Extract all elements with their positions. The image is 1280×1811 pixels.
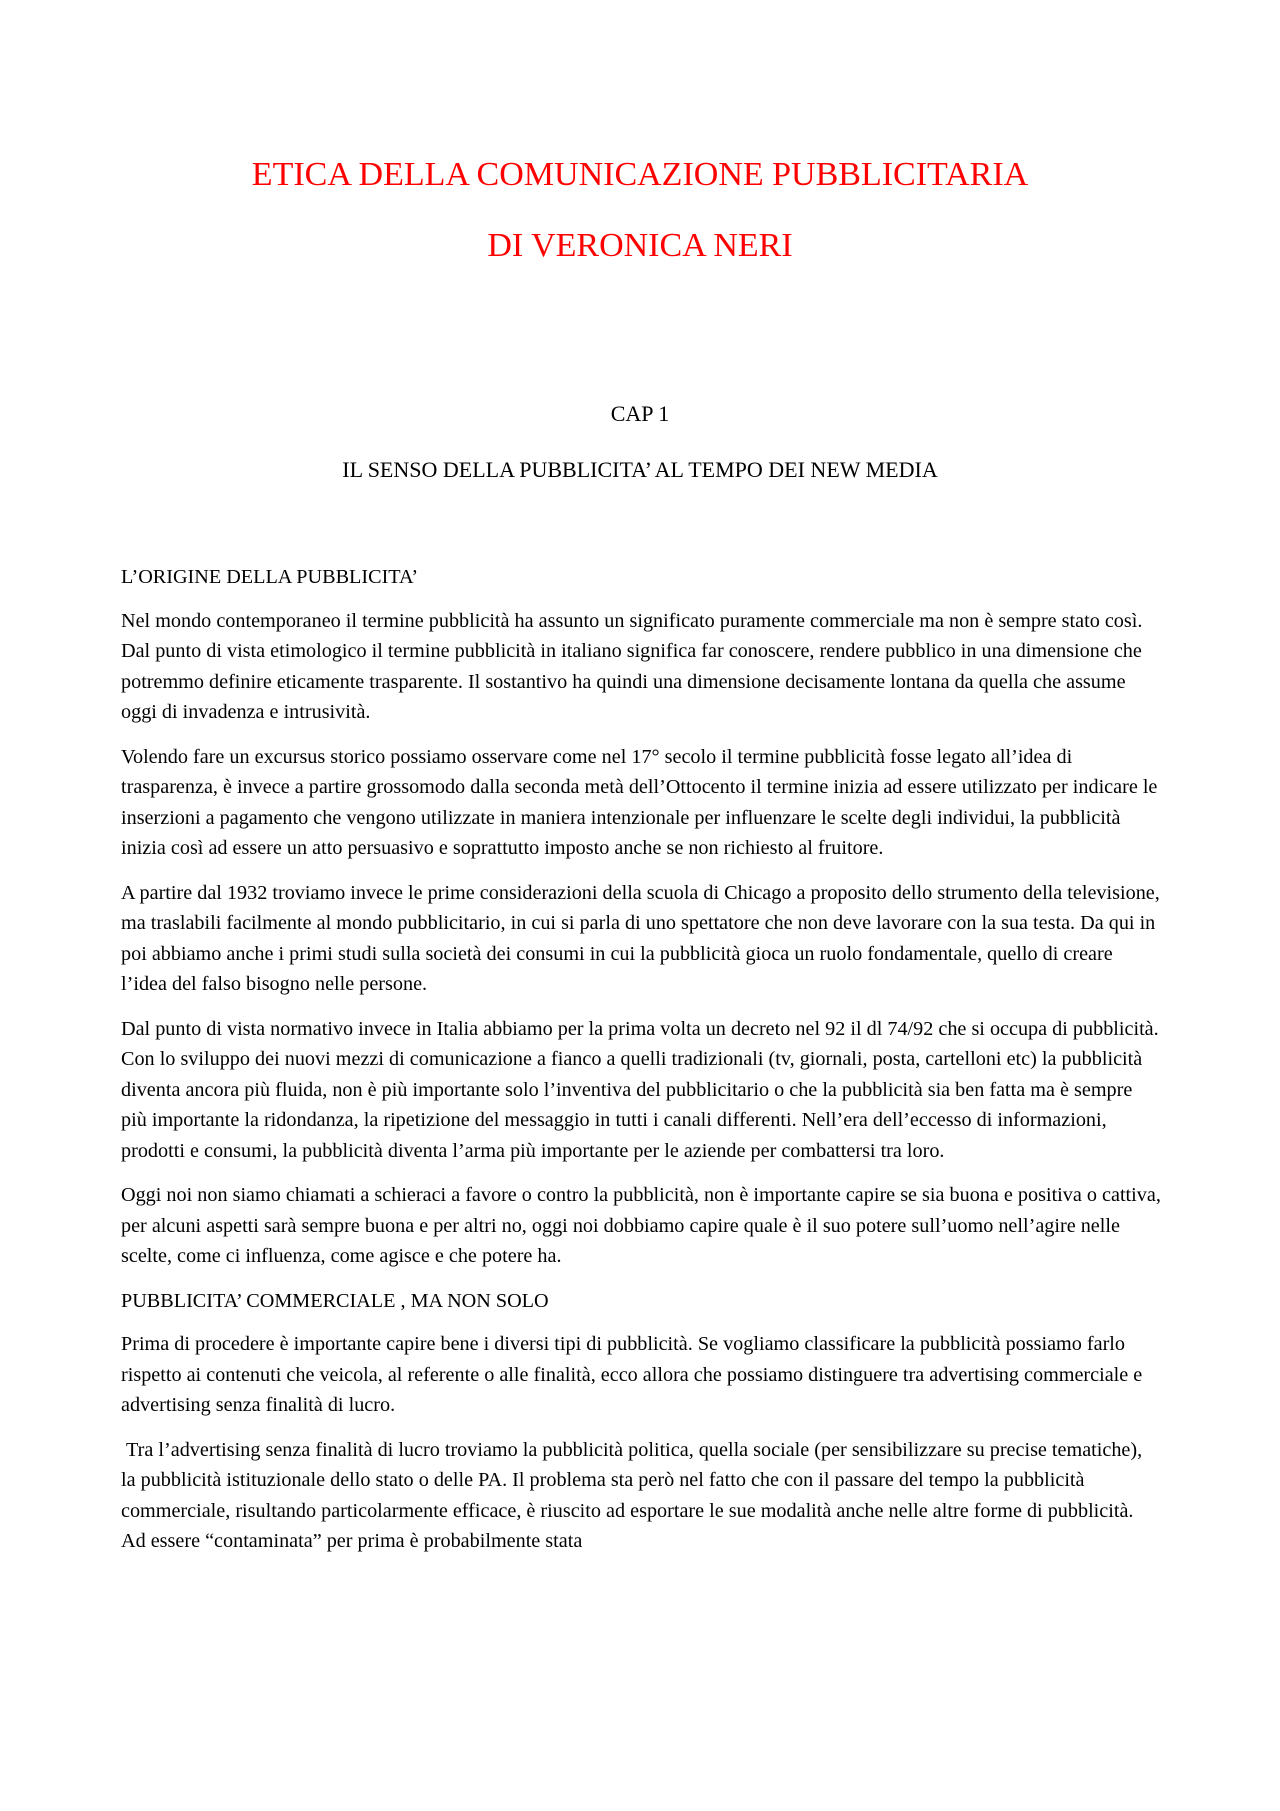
paragraph: Prima di procedere è importante capire bene i diversi tipi di pubblicità. Se vogliamo classificare la pubblicità possiamo farlo rispetto ai contenuti che veicola, al referente o alle finalità, ecco allora che possiamo distinguere tra advertising commerciale e advertising senza finalità di lucro. (121, 1333, 1143, 1416)
chapter-number: CAP 1 (610, 401, 670, 426)
section-heading-commerciale: PUBBLICITA’ COMMERCIALE , MA NON SOLO (121, 1289, 549, 1312)
document-title-line-1: ETICA DELLA COMUNICAZIONE PUBBLICITARIA (251, 156, 1029, 193)
paragraph: A partire dal 1932 troviamo invece le prime considerazioni della scuola di Chicago a proposito dello strumento della televisione, ma traslabili facilmente al mondo pubblicitario, in cui si parla di uno spettatore che non deve lavorare con la sua testa. Da qui in poi abbiamo anche i primi studi sulla società dei consumi in cui la pubblicità gioca un ruolo fondamentale, quello di creare l’idea del falso bisogno nelle persone. (121, 881, 1160, 995)
paragraph: Tra l’advertising senza finalità di lucro troviamo la pubblicità politica, quella sociale (per sensibilizzare su precise tematiche), la pubblicità istituzionale dello stato o delle PA. Il problema sta però nel fatto che con il passare del tempo la pubblicità commerciale, risultando particolarmente efficace, è riuscito ad esportare le sue modalità anche nelle altre forme di pubblicità. Ad essere “contaminata” per prima è probabilmente stata (121, 1438, 1148, 1552)
paragraph: Volendo fare un excursus storico possiamo osservare come nel 17° secolo il termine pubblicità fosse legato all’idea di trasparenza, è invece a partire grossomodo dalla seconda metà dell’Ottocento il termine inizia ad essere utilizzato per indicare le inserzioni a pagamento che vengono utilizzate in maniera intenzionale per influenzare le scelte degli individui, la pubblicità inizia così ad essere un atto persuasivo e soprattutto imposto anche se non richiesto al fruitore. (121, 745, 1158, 859)
paragraph: Dal punto di vista normativo invece in Italia abbiamo per la prima volta un decreto nel 92 il dl 74/92 che si occupa di pubblicità. Con lo sviluppo dei nuovi mezzi di comunicazione a fianco a quelli tradizionali (tv, giornali, posta, cartelloni etc) la pubblicità diventa ancora più fluida, non è più importante solo l’inventiva del pubblicitario o che la pubblicità sia ben fatta ma è sempre più importante la ridondanza, la ripetizione del messaggio in tutti i canali differenti. Nell’era dell’eccesso di informazioni, prodotti e consumi, la pubblicità diventa l’arma più importante per le aziende per combattersi tra loro. (121, 1017, 1159, 1162)
section-heading-origine: L’ORIGINE DELLA PUBBLICITA’ (121, 566, 419, 588)
document-body (121, 562, 1161, 1571)
chapter-title: IL SENSO DELLA PUBBLICITA’ AL TEMPO DEI NEW MEDIA (342, 457, 938, 482)
paragraph: Nel mondo contemporaneo il termine pubblicità ha assunto un significato puramente commerciale ma non è sempre stato così. Dal punto di vista etimologico il termine pubblicità in italiano significa far conoscere, rendere pubblico in una dimensione che potremmo definire eticamente trasparente. Il sostantivo ha quindi una dimensione decisamente lontana da quella che assume oggi di invadenza e intrusività. (121, 609, 1143, 723)
document-title-line-2: DI VERONICA NERI (487, 227, 793, 264)
paragraph: Oggi noi non siamo chiamati a schieraci a favore o contro la pubblicità, non è importante capire se sia buona e positiva o cattiva, per alcuni aspetti sarà sempre buona e per altri no, oggi noi dobbiamo capire quale è il suo potere sull’uomo nell’agire nelle scelte, come ci influenza, come agisce e che potere ha. (121, 1184, 1161, 1267)
